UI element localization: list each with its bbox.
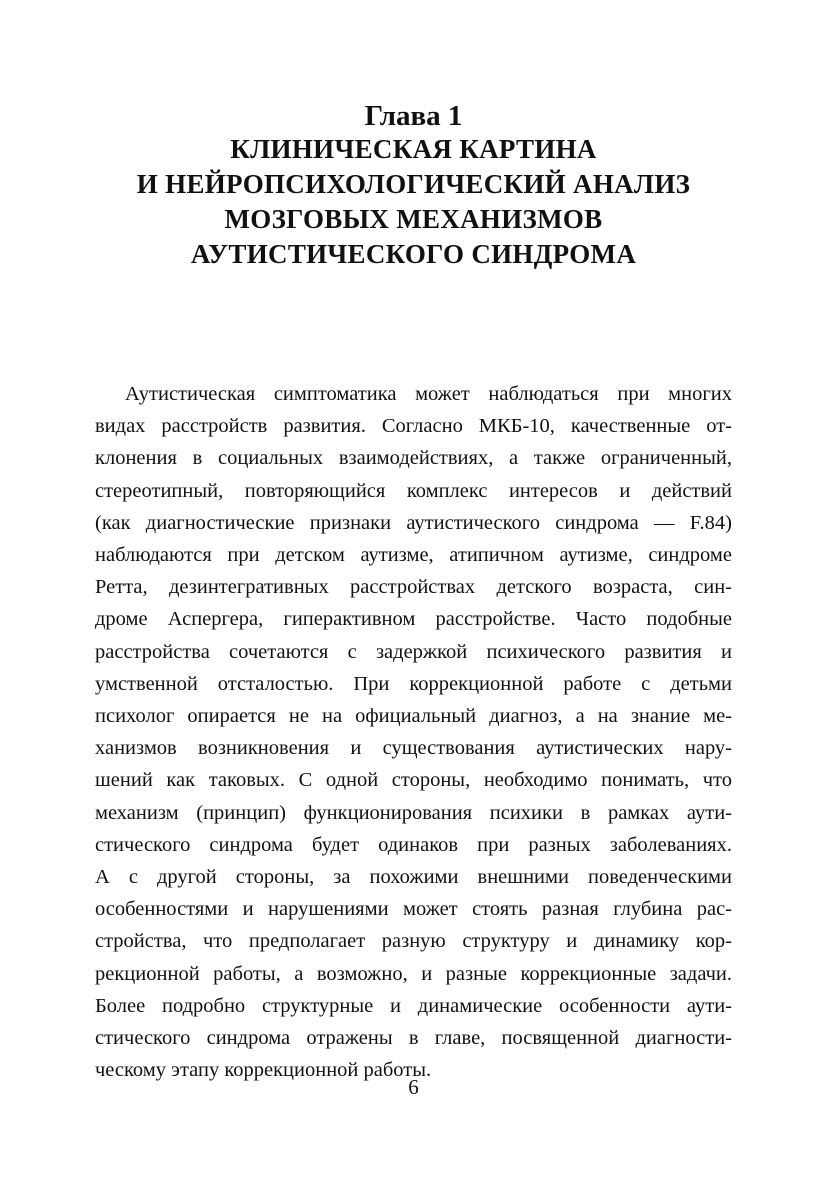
page-number: 6 bbox=[408, 1075, 419, 1099]
chapter-heading bbox=[0, 100, 827, 272]
chapter-title-line: КЛИНИЧЕСКАЯ КАРТИНА bbox=[230, 134, 597, 164]
paragraph-line: механизм (принцип) функционирования психики в рамках аути- bbox=[95, 801, 732, 824]
paragraph-line: психолог опирается не на официальный диагноз, а на знание ме- bbox=[95, 705, 732, 728]
paragraph-line: умственной отсталостью. При коррекционной работе с детьми bbox=[95, 672, 732, 695]
paragraph-line: дроме Аспергера, гиперактивном расстройстве. Часто подобные bbox=[95, 608, 732, 631]
paragraph-line: видах расстройств развития. Согласно МКБ-10, качественные от- bbox=[95, 415, 732, 438]
paragraph-line: ханизмов возникновения и существования аутистических нару- bbox=[95, 737, 732, 760]
paragraph-line: стического синдрома будет одинаков при разных заболеваниях. bbox=[95, 833, 732, 856]
chapter-title-line: МОЗГОВЫХ МЕХАНИЗМОВ bbox=[224, 204, 603, 234]
chapter-title bbox=[0, 132, 827, 272]
chapter-label: Глава 1 bbox=[364, 100, 463, 132]
paragraph-line: Ретта, дезинтегративных расстройствах детского возраста, син- bbox=[95, 576, 732, 599]
paragraph-line: рекционной работы, а возможно, и разные коррекционные задачи. bbox=[95, 962, 732, 985]
chapter-title-line: И НЕЙРОПСИХОЛОГИЧЕСКИЙ АНАЛИЗ bbox=[136, 169, 691, 199]
paragraph-line: (как диагностические признаки аутистического синдрома — F.84) bbox=[95, 511, 732, 534]
paragraph-line: Аутистическая симптоматика может наблюдаться при многих bbox=[125, 383, 732, 405]
paragraph-line: наблюдаются при детском аутизме, атипичном аутизме, синдроме bbox=[95, 544, 732, 567]
paragraph-line: ческому этапу коррекционной работы. bbox=[95, 1059, 432, 1082]
paragraph-line: расстройства сочетаются с задержкой психического развития и bbox=[95, 640, 732, 663]
paragraph-line: клонения в социальных взаимодействиях, а также ограниченный, bbox=[95, 447, 732, 470]
paragraph-line: стройства, что предполагает разную структуру и динамику кор- bbox=[95, 930, 732, 953]
paragraph-line: стереотипный, повторяющийся комплекс интересов и действий bbox=[95, 479, 732, 502]
paragraph-line: Более подробно структурные и динамические особенности аути- bbox=[95, 994, 732, 1017]
paragraph-line: стического синдрома отражены в главе, посвященной диагности- bbox=[95, 1027, 732, 1050]
paragraph-line: шений как таковых. С одной стороны, необходимо понимать, что bbox=[95, 769, 732, 792]
body-paragraph bbox=[95, 378, 732, 1086]
chapter-title-line: АУТИСТИЧЕСКОГО СИНДРОМА bbox=[190, 239, 637, 269]
paragraph-line: А с другой стороны, за похожими внешними поведенческими bbox=[95, 866, 732, 889]
paragraph-line: особенностями и нарушениями может стоять разная глубина рас- bbox=[95, 898, 732, 921]
